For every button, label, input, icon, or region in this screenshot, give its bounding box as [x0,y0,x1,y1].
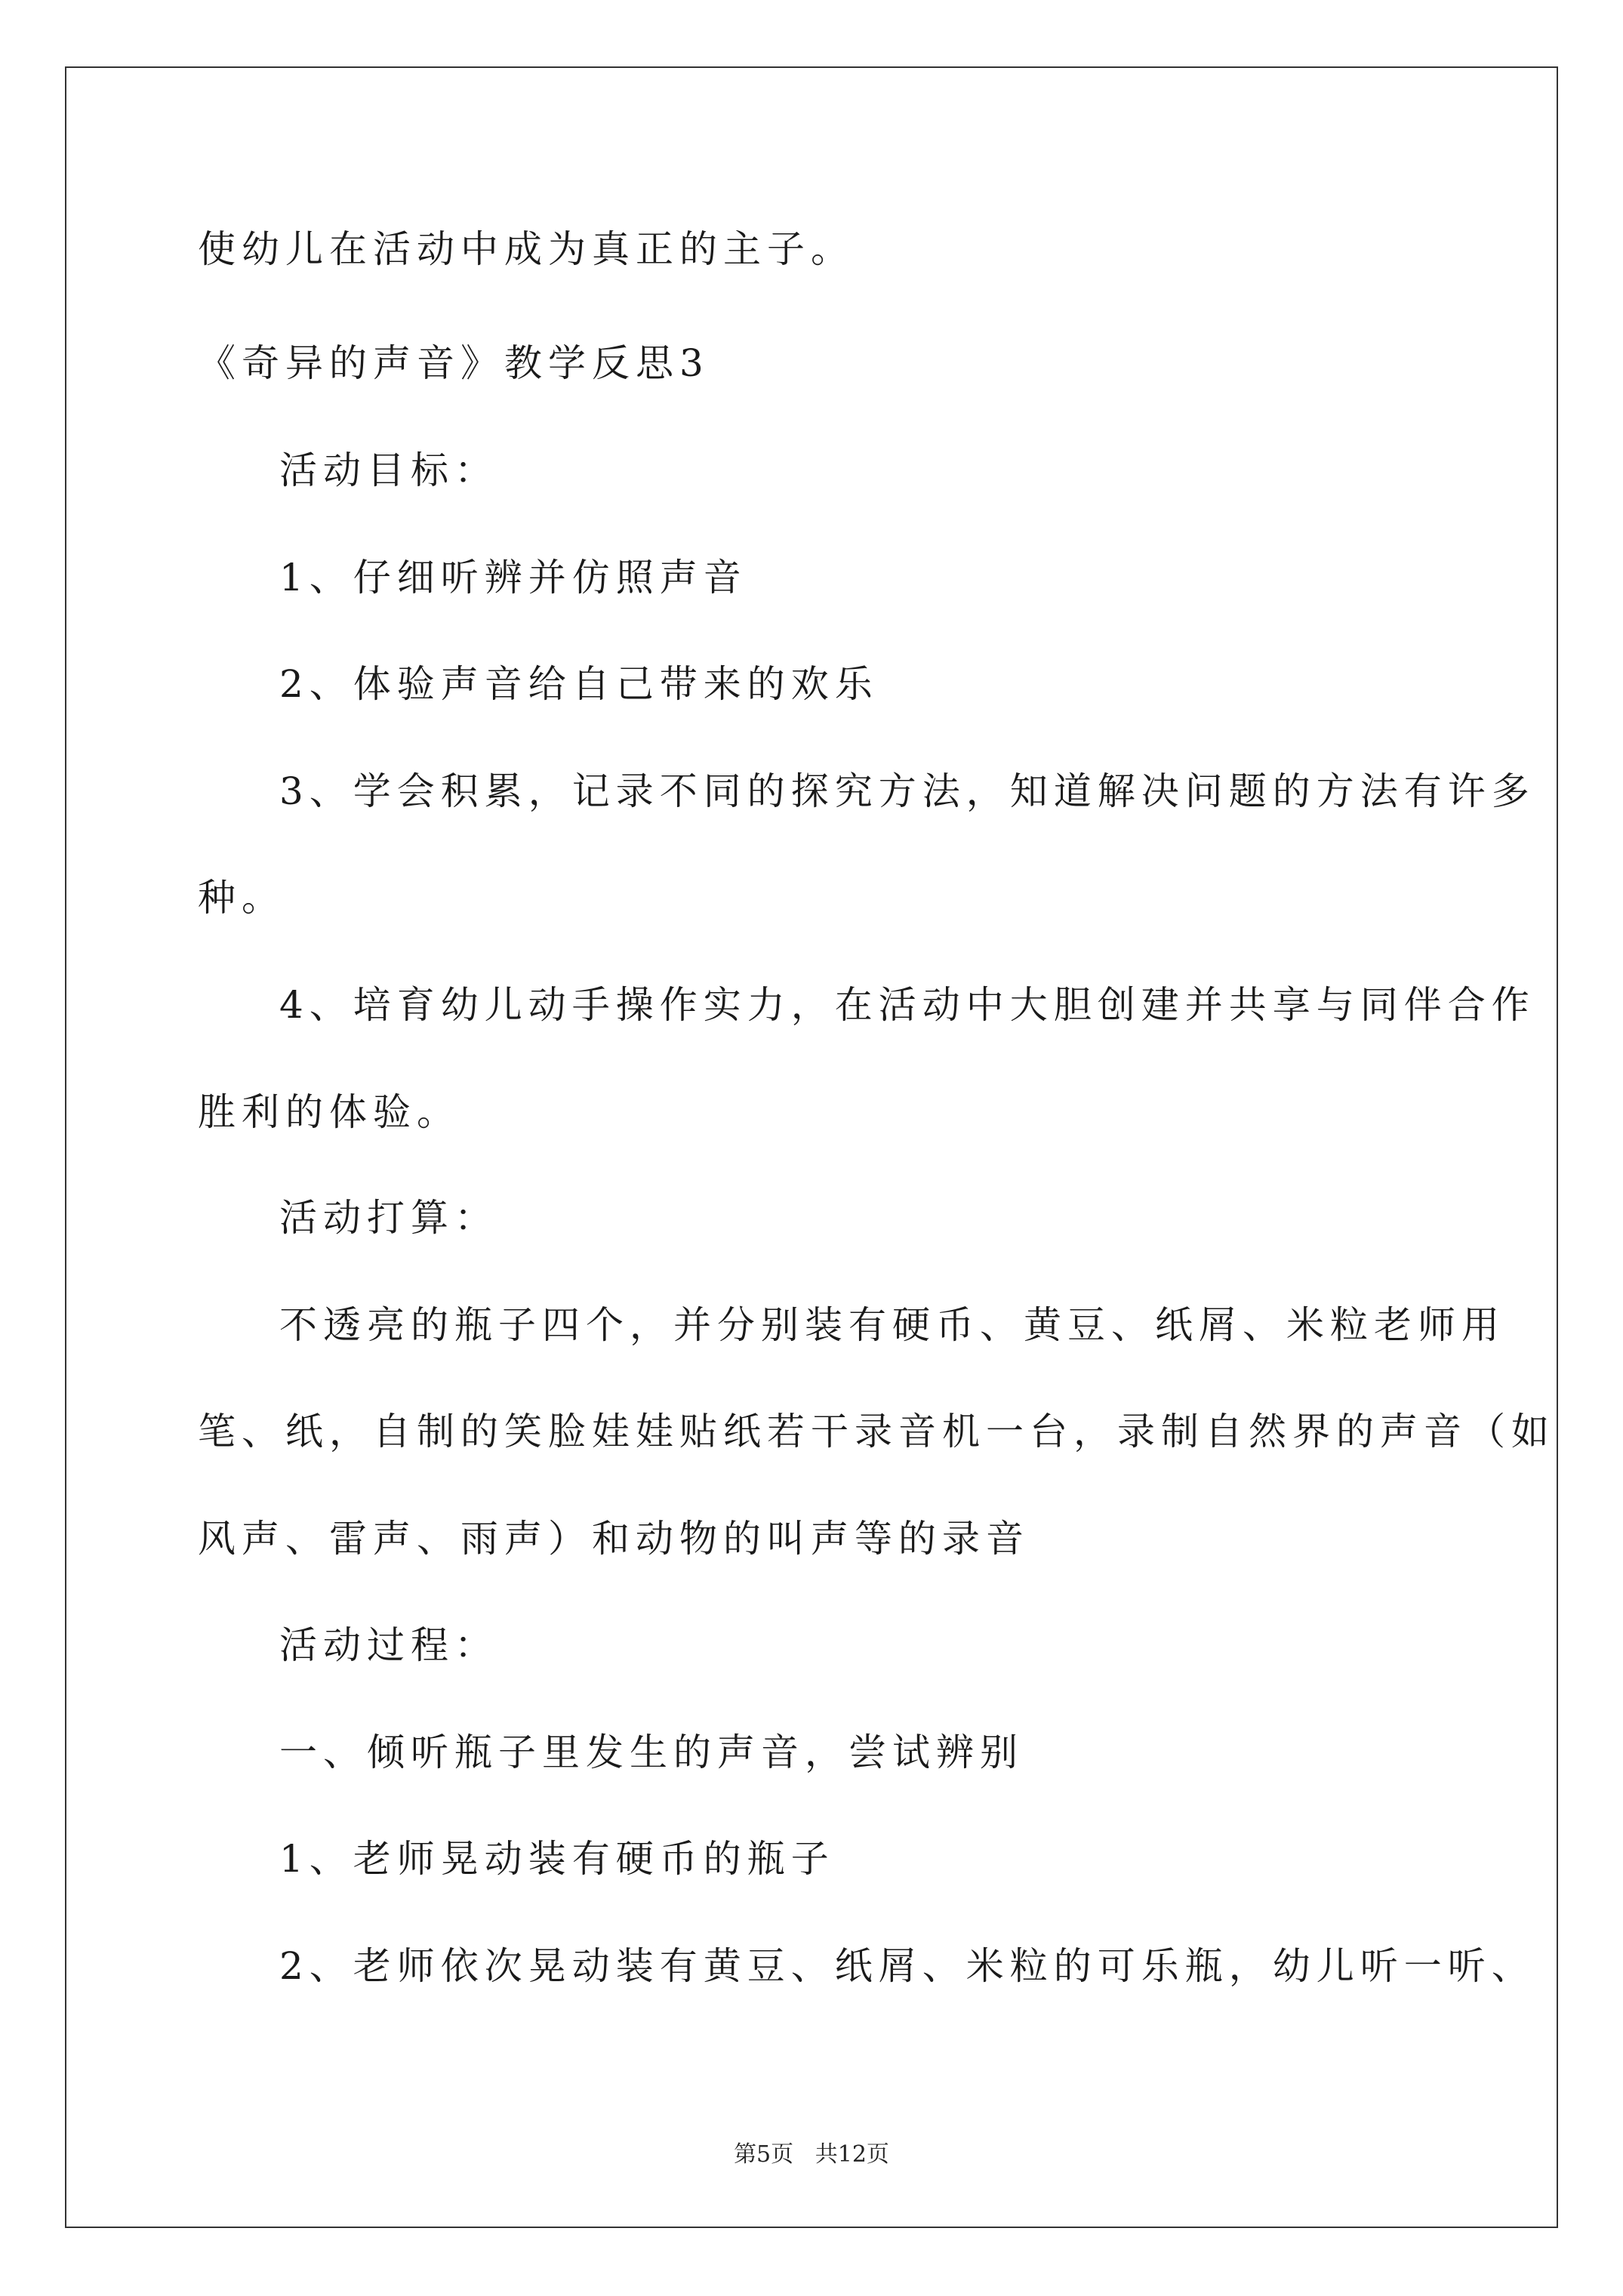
subheading-preparation: 活动打算： [279,1196,498,1240]
process-item-1: 1、老师晃动装有硬币的瓶子 [279,1837,835,1881]
section-heading: 《奇异的声音》教学反思3 [198,341,710,385]
text-line-1: 使幼儿在活动中成为真正的主子。 [198,227,855,271]
subheading-goals: 活动目标： [279,448,498,492]
preparation-text-3: 风声、雷声、雨声）和动物的叫声等的录音 [198,1517,1030,1561]
preparation-text-2: 笔、纸，自制的笑脸娃娃贴纸若干录音机一台，录制自然界的声音（如 [198,1410,1555,1453]
subheading-process: 活动过程： [279,1623,498,1667]
goal-item-4: 4、培育幼儿动手操作实力，在活动中大胆创建并共享与同伴合作 [279,983,1535,1027]
preparation-text-1: 不透亮的瓶子四个，并分别装有硬币、黄豆、纸屑、米粒老师用 [279,1303,1505,1347]
page-border [65,66,1558,2228]
page-footer: 第5页 共12页 [734,2141,889,2168]
goal-item-1: 1、仔细听辨并仿照声音 [279,556,747,599]
goal-item-2: 2、体验声音给自己带来的欢乐 [279,662,879,706]
goal-item-3-cont: 种。 [198,876,285,920]
goal-item-4-cont: 胜利的体验。 [198,1090,460,1134]
goal-item-3: 3、学会积累，记录不同的探究方法，知道解决问题的方法有许多 [279,769,1535,813]
process-step-1: 一、倾听瓶子里发生的声音，尝试辨别 [279,1730,1024,1774]
process-item-2: 2、老师依次晃动装有黄豆、纸屑、米粒的可乐瓶，幼儿听一听、 [279,1944,1535,1988]
